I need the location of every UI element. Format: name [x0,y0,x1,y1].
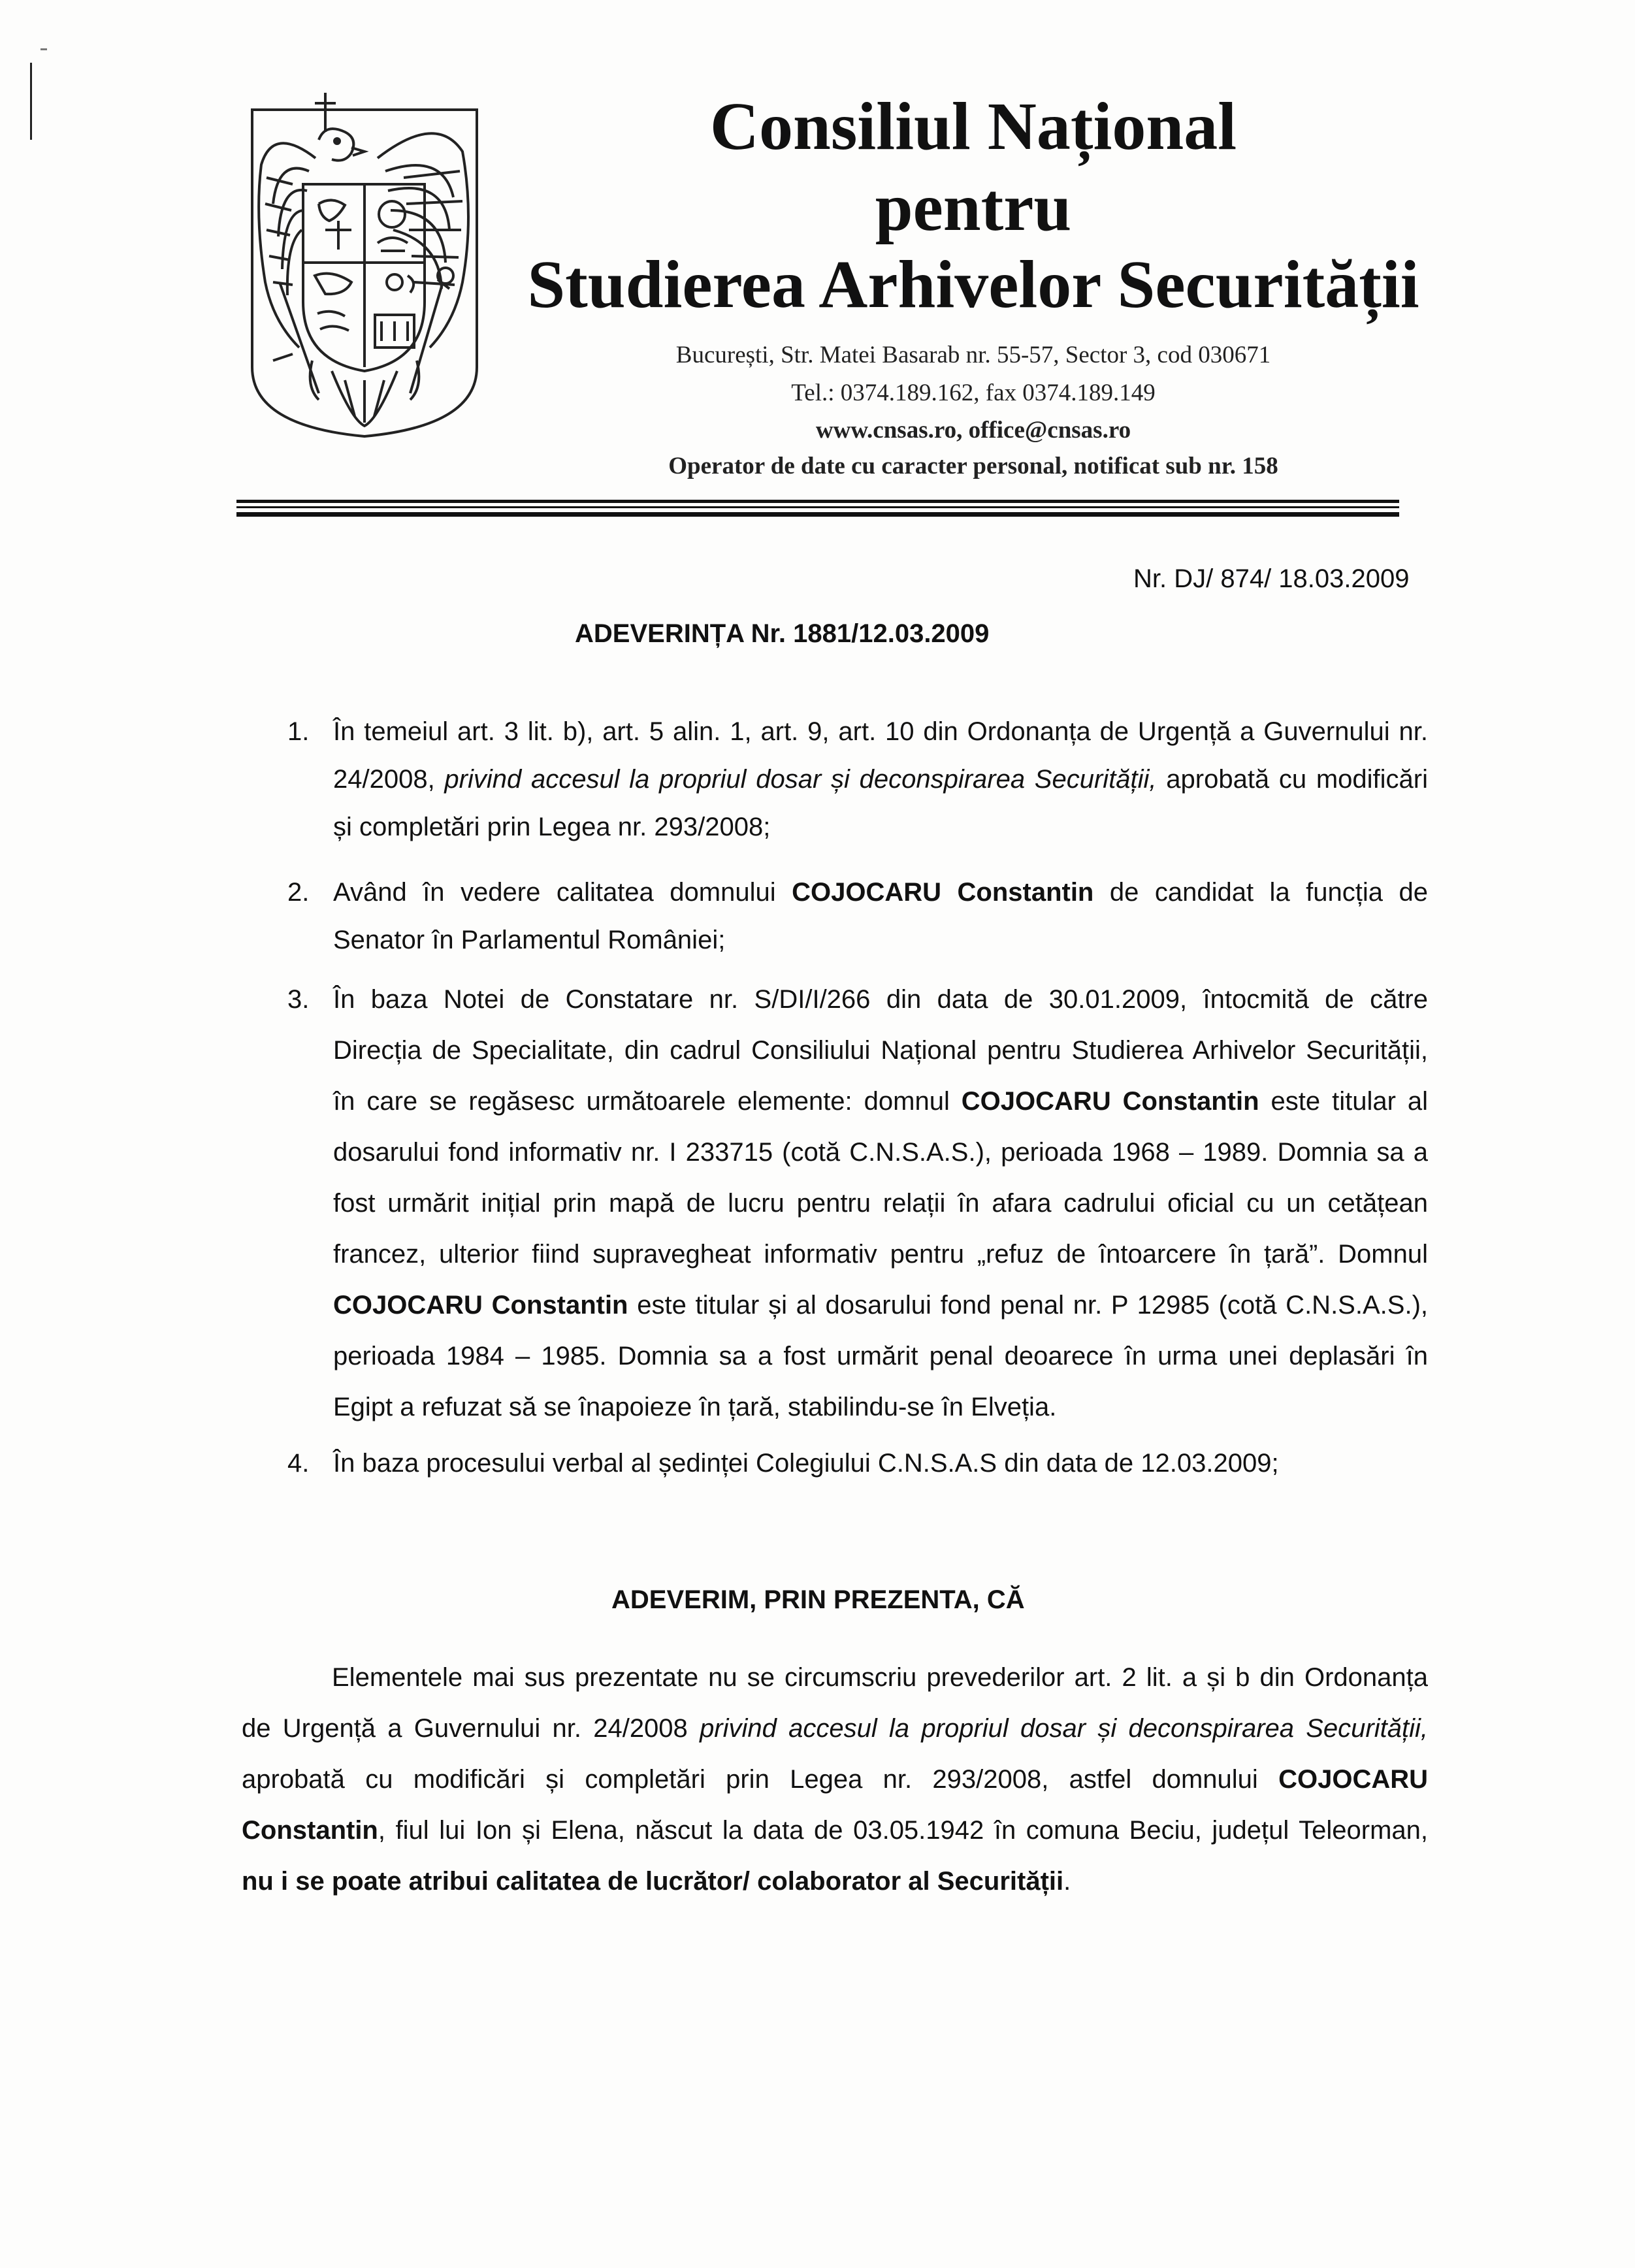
list-item-line: și completări prin Legea nr. 293/2008; [333,813,771,841]
list-item-line: fost urmărit inițial prin mapă de lucru pentru relații în afara cadrului oficial cu un cetățean [333,1189,1428,1218]
data-operator-notice: Operator de date cu caracter personal, notificat sub nr. 158 [668,453,1278,479]
conclusion-title: ADEVERIM, PRIN PREZENTA, CĂ [611,1585,1025,1614]
list-item-number: 1. [287,717,310,746]
list-item-line: În baza procesului verbal al ședinței Colegiului C.N.S.A.S din data de 12.03.2009; [333,1449,1279,1478]
conclusion-line: Elementele mai sus prezentate nu se circumscriu prevederilor art. 2 lit. a și b din Ordonanța [332,1663,1428,1692]
org-name-line1: Consiliul Național [709,89,1237,164]
address: București, Str. Matei Basarab nr. 55-57, Sector 3, cod 030671 [675,342,1271,368]
list-item-line: 24/2008, privind accesul la propriul dosar și deconspirarea Securității, aprobată cu modificări [333,765,1428,794]
list-item-line: Având în vedere calitatea domnului COJOCARU Constantin de candidat la funcția de [333,878,1429,907]
list-item-line: COJOCARU Constantin este titular și al dosarului fond penal nr. P 12985 (cotă C.N.S.A.S.), [333,1291,1428,1320]
list-item-number: 3. [287,985,310,1014]
header-divider-bottom [236,512,1399,517]
scan-margin-mark [30,63,32,140]
header-divider-top [236,500,1399,503]
phone-fax: Tel.: 0374.189.162, fax 0374.189.149 [791,380,1156,406]
list-item-line: perioada 1984 – 1985. Domnia sa a fost urmărit penal deoarece în urma unei deplasări în [333,1342,1428,1370]
list-item-number: 4. [287,1449,310,1478]
certificate-title: ADEVERINȚA Nr. 1881/12.03.2009 [575,619,990,648]
list-item-line: Senator în Parlamentul României; [333,926,726,954]
list-item-line: în care se regăsesc următoarele elemente: domnul COJOCARU Constantin este titular al [333,1087,1429,1116]
org-name-line2: pentru [875,170,1072,245]
org-name-line3: Studierea Arhivelor Securității [527,247,1419,322]
list-item-line: În baza Notei de Constatare nr. S/DI/I/266 din data de 30.01.2009, întocmită de către [333,985,1428,1014]
list-item-line: Egipt a refuzat să se înapoieze în țară, stabilindu-se în Elveția. [333,1393,1057,1421]
website-email: www.cnsas.ro, office@cnsas.ro [815,417,1131,444]
conclusion-line: Constantin, fiul lui Ion și Elena, născut la data de 03.05.1942 în comuna Beciu, județul Teleorman, [242,1816,1428,1845]
scan-margin-dot [40,48,47,50]
romania-coat-of-arms-icon [247,86,482,439]
list-item-number: 2. [287,878,310,907]
conclusion-final-statement: nu i se poate atribui calitatea de lucrător/ colaborator al Securității. [242,1867,1071,1896]
registration-number: Nr. DJ/ 874/ 18.03.2009 [1133,564,1410,593]
list-item-line: francez, ulterior fiind supravegheat informativ pentru „refuz de întoarcere în țară”. Domnul [333,1240,1428,1269]
list-item-line: În temeiul art. 3 lit. b), art. 5 alin. 1, art. 9, art. 10 din Ordonanța de Urgență a Guvernului nr. [333,717,1428,746]
conclusion-line: de Urgență a Guvernului nr. 24/2008 privind accesul la propriul dosar și deconspirarea Securității, [242,1714,1428,1743]
conclusion-line: aprobată cu modificări și completări prin Legea nr. 293/2008, astfel domnului COJOCARU [242,1765,1428,1794]
list-item-line: Direcția de Specialitate, din cadrul Consiliului Național pentru Studierea Arhivelor Securității, [333,1036,1428,1065]
list-item-line: dosarului fond informativ nr. I 233715 (cotă C.N.S.A.S.), perioada 1968 – 1989. Domnia sa a [333,1138,1428,1167]
header-divider-middle [236,506,1399,508]
